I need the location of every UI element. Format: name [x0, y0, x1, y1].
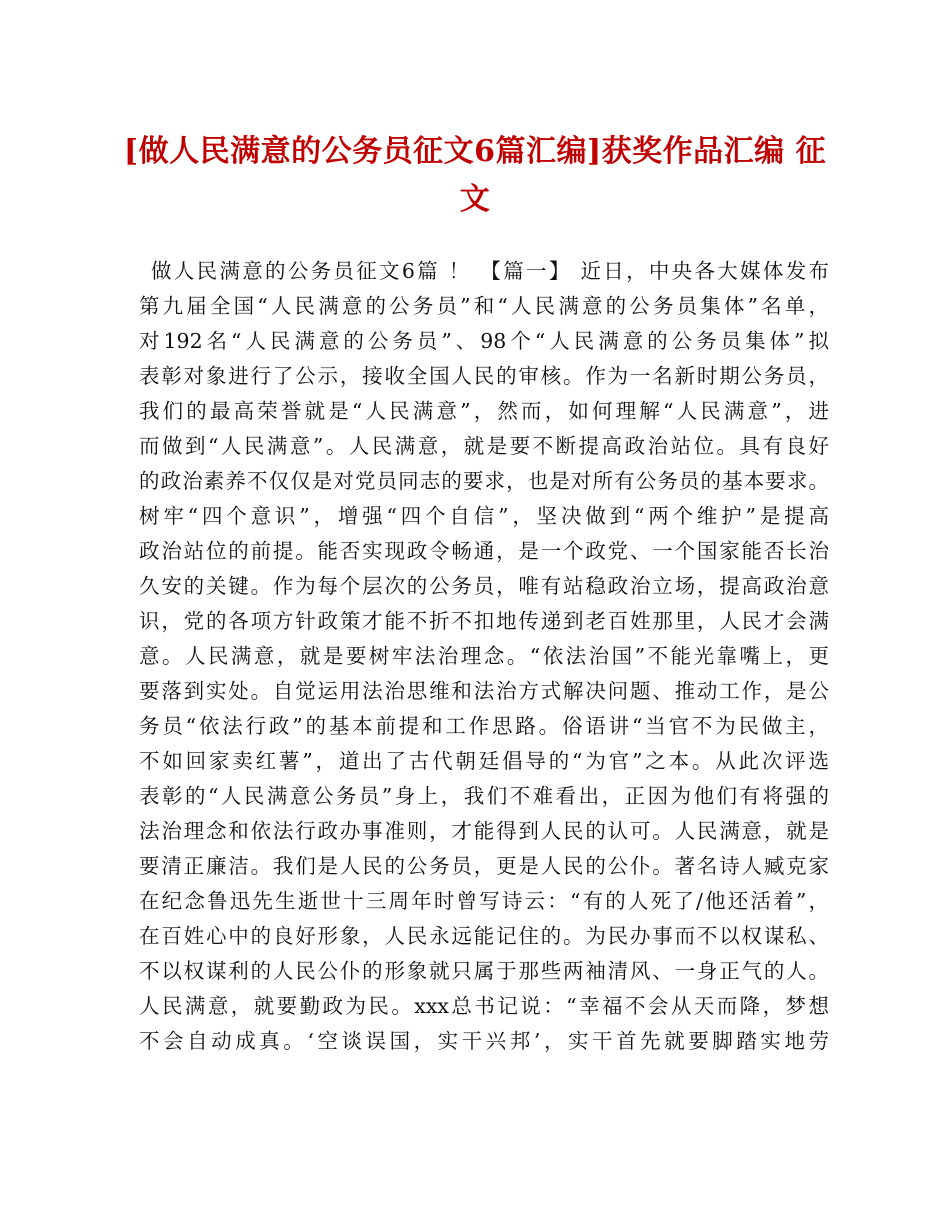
body-line: 树牢“四个意识”，增强“四个自信”，坚决做到“两个维护”是提高: [139, 504, 829, 528]
body-line: 不会自动成真。‘空谈误国，实干兴邦’，实干首先就要脚踏实地劳: [139, 1029, 829, 1053]
body-line: 对192名“人民满意的公务员”、98个“人民满意的公务员集体”拟: [139, 329, 829, 353]
body-line: 不如回家卖红薯”，道出了古代朝廷倡导的“为官”之本。从此次评选: [139, 749, 829, 773]
body-line: 久安的关键。作为每个层次的公务员，唯有站稳政治立场，提高政治意: [139, 574, 829, 598]
body-line: 不以权谋利的人民公仆的形象就只属于那些两袖清风、一身正气的人。: [139, 959, 829, 983]
body-line: 而做到“人民满意”。人民满意，就是要不断提高政治站位。具有良好: [139, 434, 829, 458]
body-line: 的政治素养不仅仅是对党员同志的要求，也是对所有公务员的基本要求。: [139, 469, 829, 493]
body-line: 做人民满意的公务员征文6篇 ！ 【篇一】 近日，中央各大媒体发布: [151, 259, 829, 283]
document-title: [做人民满意的公务员征文6篇汇编]获奖作品汇编 征文: [123, 134, 827, 217]
body-line: 表彰对象进行了公示，接收全国人民的审核。作为一名新时期公务员，: [139, 364, 829, 388]
body-line: 法治理念和依法行政办事准则，才能得到人民的认可。人民满意，就是: [139, 819, 829, 843]
document-body: [139, 254, 829, 1059]
body-line: 表彰的“人民满意公务员”身上，我们不难看出，正因为他们有将强的: [139, 784, 829, 808]
body-line: 政治站位的前提。能否实现政令畅通，是一个政党、一个国家能否长治: [139, 539, 829, 563]
body-line: 第九届全国“人民满意的公务员”和“人民满意的公务员集体”名单，: [139, 294, 829, 318]
body-line: 务员“依法行政”的基本前提和工作思路。俗语讲“当官不为民做主，: [139, 714, 829, 738]
body-line: 我们的最高荣誉就是“人民满意”，然而，如何理解“人民满意”，进: [139, 399, 829, 423]
body-line: 意。人民满意，就是要树牢法治理念。“依法治国”不能光靠嘴上，更: [139, 644, 829, 668]
body-line: 在纪念鲁迅先生逝世十三周年时曾写诗云：“有的人死了/他还活着”，: [139, 889, 829, 913]
body-line: 要落到实处。自觉运用法治思维和法治方式解决问题、推动工作，是公: [139, 679, 829, 703]
body-line: 要清正廉洁。我们是人民的公务员，更是人民的公仆。著名诗人臧克家: [139, 854, 829, 878]
body-line: 人民满意，就要勤政为民。xxx总书记说：“幸福不会从天而降，梦想: [139, 994, 829, 1018]
body-line: 识，党的各项方针政策才能不折不扣地传递到老百姓那里，人民才会满: [139, 609, 829, 633]
body-line: 在百姓心中的良好形象，人民永远能记住的。为民办事而不以权谋私、: [139, 924, 829, 948]
